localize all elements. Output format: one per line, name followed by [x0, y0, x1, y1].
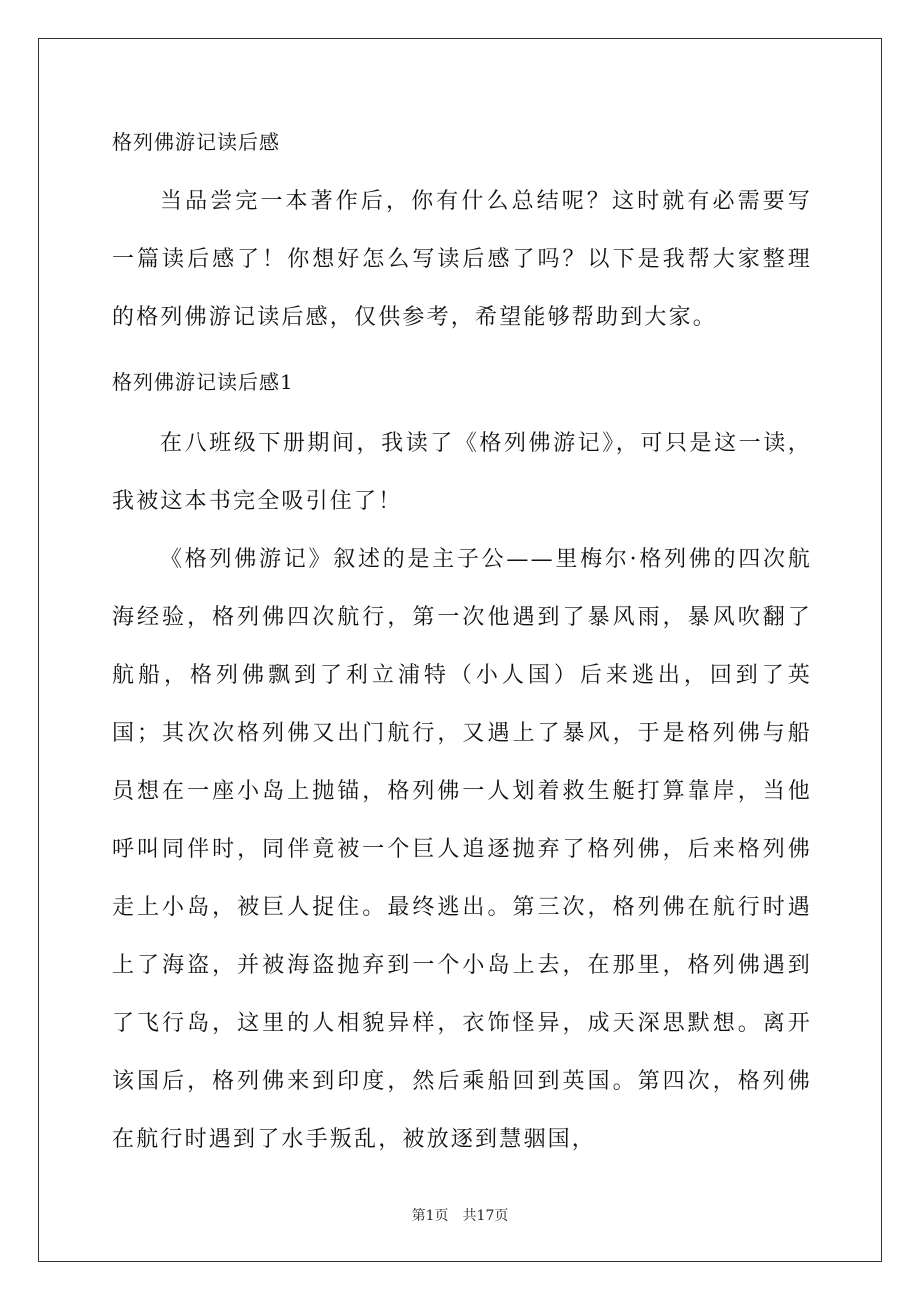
section-heading: 格列佛游记读后感1 — [112, 370, 294, 394]
intro-paragraph: 当品尝完一本著作后，你有什么总结呢？这时就有必需要写一篇读后感了！你想好怎么写读后感了吗？以下是我帮大家整理的格列佛游记读后感，仅供参考，希望能够帮助到大家。 — [112, 189, 812, 330]
page-number: 第1页 — [411, 1208, 449, 1224]
body-paragraph: 在八班级下册期间，我读了《格列佛游记》，可只是这一读，我被这本书完全吸引住了！ — [112, 431, 812, 514]
body-paragraph: 《格列佛游记》叙述的是主子公——里梅尔·格列佛的四次航海经验，格列佛四次航行，第一次他遇到了暴风雨，暴风吹翻了航船，格列佛飘到了利立浦特（小人国）后来逃出，回到了英国；其次次格列佛又出门航行，又遇上了暴风，于是格列佛与船员想在一座小岛上抛锚，格列佛一人划着救生艇打算靠岸，当他呼叫同伴时，同伴竟被一个巨人追逐抛弃了格列佛，后来格列佛走上小岛，被巨人捉住。最终逃出。第三次，格列佛在航行时遇上了海盗，并被海盗抛弃到一个小岛上去，在那里，格列佛遇到了飞行岛，这里的人相貌异样，衣饰怪异，成天深思默想。离开该国后，格列佛来到印度，然后乘船回到英国。第四次，格列佛在航行时遇到了水手叛乱，被放逐到慧骃国， — [112, 547, 812, 1152]
page-total: 共17页 — [462, 1208, 509, 1224]
document-title: 格列佛游记读后感 — [112, 130, 280, 154]
page-footer — [0, 1206, 920, 1226]
